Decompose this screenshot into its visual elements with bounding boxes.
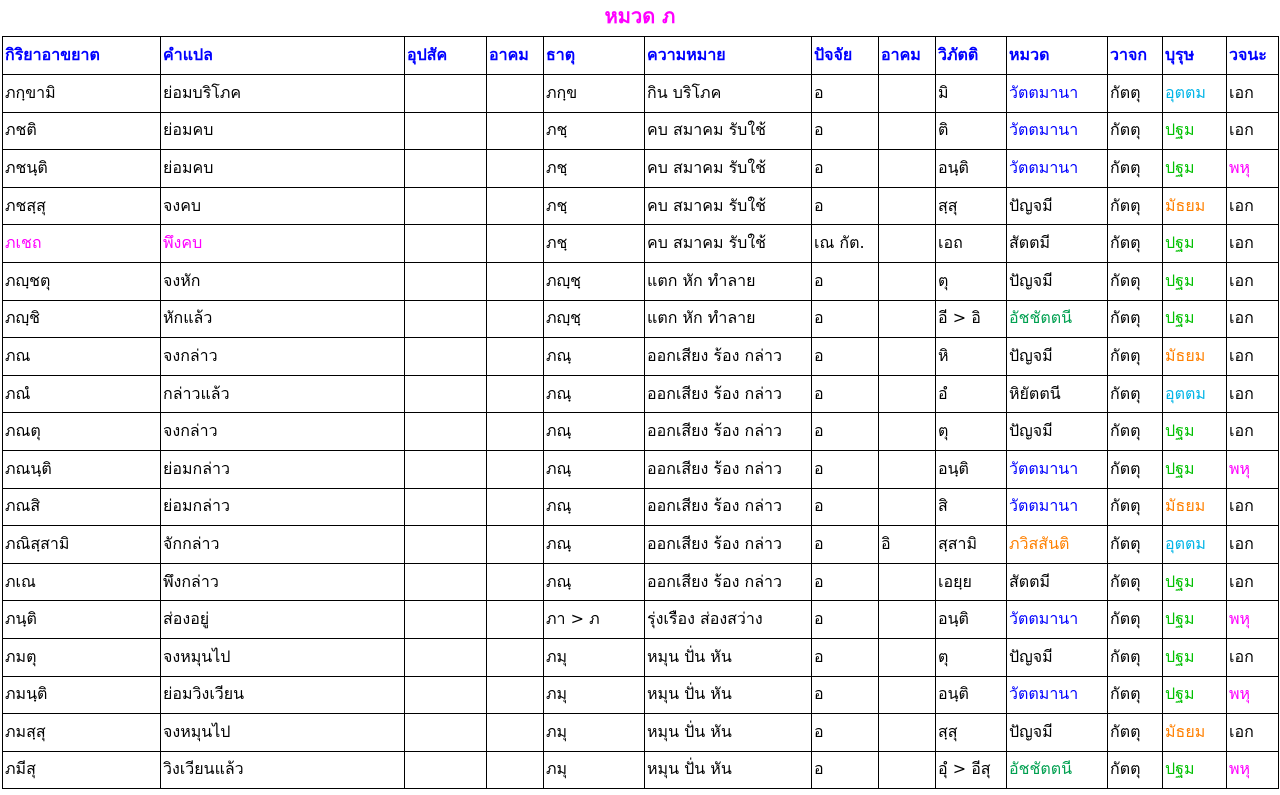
cell-agama1: [487, 751, 544, 789]
column-header-verb: กิริยาอาขยาต: [3, 37, 161, 75]
cell-prefix: [405, 112, 487, 150]
cell-category: วัตตมานา: [1007, 676, 1108, 714]
cell-category: อัชชัตตนี: [1007, 751, 1108, 789]
table-row: [3, 112, 1279, 150]
cell-number: เอก: [1227, 413, 1279, 451]
cell-prefix: [405, 262, 487, 300]
table-row: [3, 563, 1279, 601]
cell-root: ภมุ: [544, 751, 645, 789]
cell-suffix: อ: [812, 601, 879, 639]
cell-verb: ภมสฺสุ: [3, 714, 161, 752]
column-header-vibhatti: วิภัตติ: [936, 37, 1007, 75]
cell-suffix: อ: [812, 112, 879, 150]
cell-translation: จงกล่าว: [161, 413, 405, 451]
cell-number: พหุ: [1227, 450, 1279, 488]
cell-agama1: [487, 450, 544, 488]
cell-root: ภกฺข: [544, 75, 645, 113]
cell-meaning: ออกเสียง ร้อง กล่าว: [645, 375, 812, 413]
cell-vibhatti: หิ: [936, 338, 1007, 376]
cell-voice: กัตตุ: [1108, 112, 1163, 150]
cell-agama2: [879, 187, 936, 225]
cell-person: ปฐม: [1163, 563, 1227, 601]
cell-verb: ภณตุ: [3, 413, 161, 451]
cell-agama1: [487, 112, 544, 150]
table-row: [3, 714, 1279, 752]
cell-translation: จงหมุนไป: [161, 638, 405, 676]
cell-verb: ภชติ: [3, 112, 161, 150]
cell-prefix: [405, 150, 487, 188]
cell-root: ภณฺ: [544, 563, 645, 601]
cell-person: ปฐม: [1163, 751, 1227, 789]
column-header-number: วจนะ: [1227, 37, 1279, 75]
cell-voice: กัตตุ: [1108, 75, 1163, 113]
cell-agama2: [879, 676, 936, 714]
column-header-category: หมวด: [1007, 37, 1108, 75]
cell-vibhatti: สิ: [936, 488, 1007, 526]
cell-prefix: [405, 450, 487, 488]
cell-agama1: [487, 563, 544, 601]
cell-root: ภญฺชฺ: [544, 262, 645, 300]
cell-person: ปฐม: [1163, 262, 1227, 300]
cell-category: ปัญจมี: [1007, 262, 1108, 300]
cell-person: ปฐม: [1163, 638, 1227, 676]
cell-agama1: [487, 714, 544, 752]
cell-translation: จงคบ: [161, 187, 405, 225]
cell-suffix: อ: [812, 300, 879, 338]
cell-number: พหุ: [1227, 676, 1279, 714]
cell-prefix: [405, 375, 487, 413]
cell-category: ปัญจมี: [1007, 413, 1108, 451]
cell-root: ภา > ภ: [544, 601, 645, 639]
cell-meaning: ออกเสียง ร้อง กล่าว: [645, 338, 812, 376]
cell-verb: ภณ: [3, 338, 161, 376]
cell-agama1: [487, 338, 544, 376]
cell-translation: ย่อมกล่าว: [161, 450, 405, 488]
cell-agama1: [487, 225, 544, 263]
cell-prefix: [405, 338, 487, 376]
cell-person: ปฐม: [1163, 150, 1227, 188]
cell-agama1: [487, 300, 544, 338]
cell-category: หิยัตตนี: [1007, 375, 1108, 413]
cell-voice: กัตตุ: [1108, 563, 1163, 601]
cell-voice: กัตตุ: [1108, 262, 1163, 300]
cell-voice: กัตตุ: [1108, 450, 1163, 488]
cell-category: สัตตมี: [1007, 225, 1108, 263]
cell-agama2: [879, 488, 936, 526]
cell-meaning: กิน บริโภค: [645, 75, 812, 113]
cell-number: เอก: [1227, 488, 1279, 526]
table-row: [3, 225, 1279, 263]
cell-person: มัธยม: [1163, 187, 1227, 225]
cell-translation: จงกล่าว: [161, 338, 405, 376]
cell-voice: กัตตุ: [1108, 526, 1163, 564]
cell-category: วัตตมานา: [1007, 450, 1108, 488]
cell-meaning: ออกเสียง ร้อง กล่าว: [645, 488, 812, 526]
cell-root: ภณฺ: [544, 450, 645, 488]
cell-translation: ย่อมวิงเวียน: [161, 676, 405, 714]
table-row: [3, 75, 1279, 113]
cell-meaning: หมุน ปั่น หัน: [645, 751, 812, 789]
cell-category: ปัญจมี: [1007, 638, 1108, 676]
cell-voice: กัตตุ: [1108, 676, 1163, 714]
cell-person: ปฐม: [1163, 225, 1227, 263]
cell-prefix: [405, 187, 487, 225]
cell-number: เอก: [1227, 262, 1279, 300]
cell-category: วัตตมานา: [1007, 488, 1108, 526]
cell-meaning: คบ สมาคม รับใช้: [645, 150, 812, 188]
cell-root: ภชฺ: [544, 112, 645, 150]
cell-agama2: [879, 751, 936, 789]
cell-number: เอก: [1227, 75, 1279, 113]
cell-agama1: [487, 413, 544, 451]
cell-agama2: [879, 375, 936, 413]
cell-agama1: [487, 676, 544, 714]
cell-prefix: [405, 225, 487, 263]
cell-vibhatti: สฺสุ: [936, 187, 1007, 225]
cell-voice: กัตตุ: [1108, 225, 1163, 263]
cell-voice: กัตตุ: [1108, 488, 1163, 526]
cell-verb: ภชนฺติ: [3, 150, 161, 188]
cell-verb: ภนฺติ: [3, 601, 161, 639]
cell-meaning: ออกเสียง ร้อง กล่าว: [645, 563, 812, 601]
cell-person: อุตตม: [1163, 75, 1227, 113]
cell-root: ภมุ: [544, 676, 645, 714]
table-row: [3, 526, 1279, 564]
cell-category: ปัญจมี: [1007, 187, 1108, 225]
table-row: [3, 601, 1279, 639]
cell-verb: ภณสิ: [3, 488, 161, 526]
cell-suffix: อ: [812, 714, 879, 752]
cell-prefix: [405, 601, 487, 639]
cell-translation: ย่อมคบ: [161, 150, 405, 188]
cell-prefix: [405, 563, 487, 601]
table-row: [3, 187, 1279, 225]
cell-agama2: [879, 714, 936, 752]
table-row: [3, 413, 1279, 451]
cell-agama2: [879, 338, 936, 376]
cell-verb: ภณํ: [3, 375, 161, 413]
column-header-translation: คำแปล: [161, 37, 405, 75]
cell-number: เอก: [1227, 338, 1279, 376]
table-body: [3, 75, 1279, 789]
cell-vibhatti: ติ: [936, 112, 1007, 150]
cell-translation: กล่าวแล้ว: [161, 375, 405, 413]
cell-vibhatti: สฺสุ: [936, 714, 1007, 752]
cell-vibhatti: สฺสามิ: [936, 526, 1007, 564]
cell-verb: ภญฺชตุ: [3, 262, 161, 300]
cell-vibhatti: อํ: [936, 375, 1007, 413]
cell-suffix: อ: [812, 526, 879, 564]
cell-root: ภมุ: [544, 714, 645, 752]
cell-agama1: [487, 638, 544, 676]
cell-meaning: หมุน ปั่น หัน: [645, 676, 812, 714]
cell-root: ภมุ: [544, 638, 645, 676]
cell-agama1: [487, 187, 544, 225]
cell-person: มัธยม: [1163, 338, 1227, 376]
cell-suffix: อ: [812, 450, 879, 488]
column-header-meaning: ความหมาย: [645, 37, 812, 75]
cell-suffix: อ: [812, 676, 879, 714]
cell-number: เอก: [1227, 300, 1279, 338]
cell-translation: จงหมุนไป: [161, 714, 405, 752]
cell-agama1: [487, 375, 544, 413]
cell-number: พหุ: [1227, 601, 1279, 639]
cell-suffix: อ: [812, 338, 879, 376]
cell-verb: ภมนฺติ: [3, 676, 161, 714]
cell-number: เอก: [1227, 714, 1279, 752]
cell-agama2: [879, 450, 936, 488]
cell-verb: ภเชถ: [3, 225, 161, 263]
cell-meaning: แตก หัก ทำลาย: [645, 300, 812, 338]
cell-voice: กัตตุ: [1108, 714, 1163, 752]
cell-root: ภณฺ: [544, 526, 645, 564]
cell-voice: กัตตุ: [1108, 300, 1163, 338]
cell-voice: กัตตุ: [1108, 413, 1163, 451]
cell-translation: จงหัก: [161, 262, 405, 300]
cell-vibhatti: อุํ > อีสุ: [936, 751, 1007, 789]
cell-vibhatti: เอถ: [936, 225, 1007, 263]
cell-agama1: [487, 526, 544, 564]
cell-meaning: คบ สมาคม รับใช้: [645, 225, 812, 263]
cell-number: เอก: [1227, 225, 1279, 263]
cell-vibhatti: ตุ: [936, 413, 1007, 451]
cell-voice: กัตตุ: [1108, 150, 1163, 188]
cell-category: วัตตมานา: [1007, 601, 1108, 639]
cell-root: ภชฺ: [544, 187, 645, 225]
cell-root: ภณฺ: [544, 413, 645, 451]
cell-person: ปฐม: [1163, 601, 1227, 639]
cell-voice: กัตตุ: [1108, 751, 1163, 789]
cell-suffix: อ: [812, 150, 879, 188]
cell-translation: ย่อมคบ: [161, 112, 405, 150]
cell-person: ปฐม: [1163, 450, 1227, 488]
cell-person: ปฐม: [1163, 676, 1227, 714]
cell-prefix: [405, 751, 487, 789]
column-header-root: ธาตุ: [544, 37, 645, 75]
cell-vibhatti: ตุ: [936, 638, 1007, 676]
cell-vibhatti: อนฺติ: [936, 601, 1007, 639]
cell-agama2: [879, 75, 936, 113]
cell-vibhatti: อี > อิ: [936, 300, 1007, 338]
cell-agama2: [879, 225, 936, 263]
column-header-agama2: อาคม: [879, 37, 936, 75]
table-row: [3, 638, 1279, 676]
table-row: [3, 375, 1279, 413]
header-row: [3, 37, 1279, 75]
cell-agama2: [879, 112, 936, 150]
cell-prefix: [405, 413, 487, 451]
cell-root: ภณฺ: [544, 375, 645, 413]
cell-prefix: [405, 488, 487, 526]
cell-verb: ภมตุ: [3, 638, 161, 676]
cell-vibhatti: อนฺติ: [936, 676, 1007, 714]
cell-voice: กัตตุ: [1108, 187, 1163, 225]
cell-meaning: ออกเสียง ร้อง กล่าว: [645, 526, 812, 564]
page-title: หมวด ภ: [604, 4, 676, 28]
table-row: [3, 450, 1279, 488]
cell-vibhatti: อนฺติ: [936, 150, 1007, 188]
cell-person: มัธยม: [1163, 714, 1227, 752]
cell-voice: กัตตุ: [1108, 601, 1163, 639]
cell-verb: ภญฺชิ: [3, 300, 161, 338]
cell-agama2: [879, 150, 936, 188]
cell-suffix: เณ กัต.: [812, 225, 879, 263]
cell-suffix: อ: [812, 563, 879, 601]
cell-voice: กัตตุ: [1108, 638, 1163, 676]
cell-category: วัตตมานา: [1007, 112, 1108, 150]
cell-translation: พึงกล่าว: [161, 563, 405, 601]
cell-meaning: หมุน ปั่น หัน: [645, 638, 812, 676]
cell-verb: ภชสฺสุ: [3, 187, 161, 225]
cell-agama1: [487, 601, 544, 639]
cell-root: ภชฺ: [544, 150, 645, 188]
cell-number: เอก: [1227, 112, 1279, 150]
cell-voice: กัตตุ: [1108, 375, 1163, 413]
cell-agama2: [879, 601, 936, 639]
cell-verb: ภณนฺติ: [3, 450, 161, 488]
column-header-person: บุรุษ: [1163, 37, 1227, 75]
cell-category: ปัญจมี: [1007, 338, 1108, 376]
column-header-suffix: ปัจจัย: [812, 37, 879, 75]
cell-person: ปฐม: [1163, 413, 1227, 451]
cell-person: ปฐม: [1163, 112, 1227, 150]
cell-root: ภญฺชฺ: [544, 300, 645, 338]
cell-agama1: [487, 488, 544, 526]
column-header-prefix: อุปสัค: [405, 37, 487, 75]
cell-category: ภวิสสันติ: [1007, 526, 1108, 564]
cell-category: ปัญจมี: [1007, 714, 1108, 752]
cell-suffix: อ: [812, 187, 879, 225]
cell-suffix: อ: [812, 488, 879, 526]
cell-prefix: [405, 714, 487, 752]
cell-number: เอก: [1227, 563, 1279, 601]
cell-agama1: [487, 75, 544, 113]
cell-number: เอก: [1227, 187, 1279, 225]
table-row: [3, 262, 1279, 300]
cell-person: มัธยม: [1163, 488, 1227, 526]
cell-agama2: [879, 262, 936, 300]
cell-meaning: แตก หัก ทำลาย: [645, 262, 812, 300]
cell-vibhatti: อนฺติ: [936, 450, 1007, 488]
cell-category: วัตตมานา: [1007, 150, 1108, 188]
cell-meaning: ออกเสียง ร้อง กล่าว: [645, 450, 812, 488]
cell-root: ภณฺ: [544, 488, 645, 526]
cell-translation: พึงคบ: [161, 225, 405, 263]
cell-prefix: [405, 75, 487, 113]
cell-translation: จักกล่าว: [161, 526, 405, 564]
cell-suffix: อ: [812, 751, 879, 789]
cell-person: อุตตม: [1163, 526, 1227, 564]
table-row: [3, 150, 1279, 188]
cell-agama1: [487, 150, 544, 188]
cell-number: พหุ: [1227, 150, 1279, 188]
cell-agama1: [487, 262, 544, 300]
cell-vibhatti: ตุ: [936, 262, 1007, 300]
cell-voice: กัตตุ: [1108, 338, 1163, 376]
cell-person: อุตตม: [1163, 375, 1227, 413]
cell-verb: ภเณ: [3, 563, 161, 601]
cell-translation: วิงเวียนแล้ว: [161, 751, 405, 789]
cell-verb: ภณิสฺสามิ: [3, 526, 161, 564]
cell-person: ปฐม: [1163, 300, 1227, 338]
cell-translation: ย่อมบริโภค: [161, 75, 405, 113]
cell-suffix: อ: [812, 638, 879, 676]
cell-suffix: อ: [812, 375, 879, 413]
table-row: [3, 488, 1279, 526]
cell-agama2: [879, 638, 936, 676]
cell-number: เอก: [1227, 526, 1279, 564]
cell-translation: ส่องอยู่: [161, 601, 405, 639]
conjugation-table: [2, 36, 1279, 789]
cell-number: พหุ: [1227, 751, 1279, 789]
table-row: [3, 300, 1279, 338]
table-row: [3, 676, 1279, 714]
cell-category: อัชชัตตนี: [1007, 300, 1108, 338]
cell-suffix: อ: [812, 413, 879, 451]
column-header-voice: วาจก: [1108, 37, 1163, 75]
cell-agama2: อิ: [879, 526, 936, 564]
table-row: [3, 338, 1279, 376]
cell-verb: ภมีสุ: [3, 751, 161, 789]
cell-meaning: รุ่งเรือง ส่องสว่าง: [645, 601, 812, 639]
cell-agama2: [879, 413, 936, 451]
cell-number: เอก: [1227, 375, 1279, 413]
cell-meaning: คบ สมาคม รับใช้: [645, 187, 812, 225]
cell-category: สัตตมี: [1007, 563, 1108, 601]
cell-vibhatti: มิ: [936, 75, 1007, 113]
cell-translation: ย่อมกล่าว: [161, 488, 405, 526]
cell-suffix: อ: [812, 75, 879, 113]
table-row: [3, 751, 1279, 789]
cell-prefix: [405, 638, 487, 676]
cell-root: ภณฺ: [544, 338, 645, 376]
column-header-agama1: อาคม: [487, 37, 544, 75]
cell-prefix: [405, 676, 487, 714]
cell-agama2: [879, 300, 936, 338]
cell-prefix: [405, 526, 487, 564]
cell-suffix: อ: [812, 262, 879, 300]
cell-category: วัตตมานา: [1007, 75, 1108, 113]
cell-meaning: ออกเสียง ร้อง กล่าว: [645, 413, 812, 451]
cell-prefix: [405, 300, 487, 338]
cell-number: เอก: [1227, 638, 1279, 676]
cell-meaning: หมุน ปั่น หัน: [645, 714, 812, 752]
cell-vibhatti: เอยฺย: [936, 563, 1007, 601]
cell-translation: หักแล้ว: [161, 300, 405, 338]
cell-meaning: คบ สมาคม รับใช้: [645, 112, 812, 150]
cell-agama2: [879, 563, 936, 601]
cell-root: ภชฺ: [544, 225, 645, 263]
cell-verb: ภกฺขามิ: [3, 75, 161, 113]
